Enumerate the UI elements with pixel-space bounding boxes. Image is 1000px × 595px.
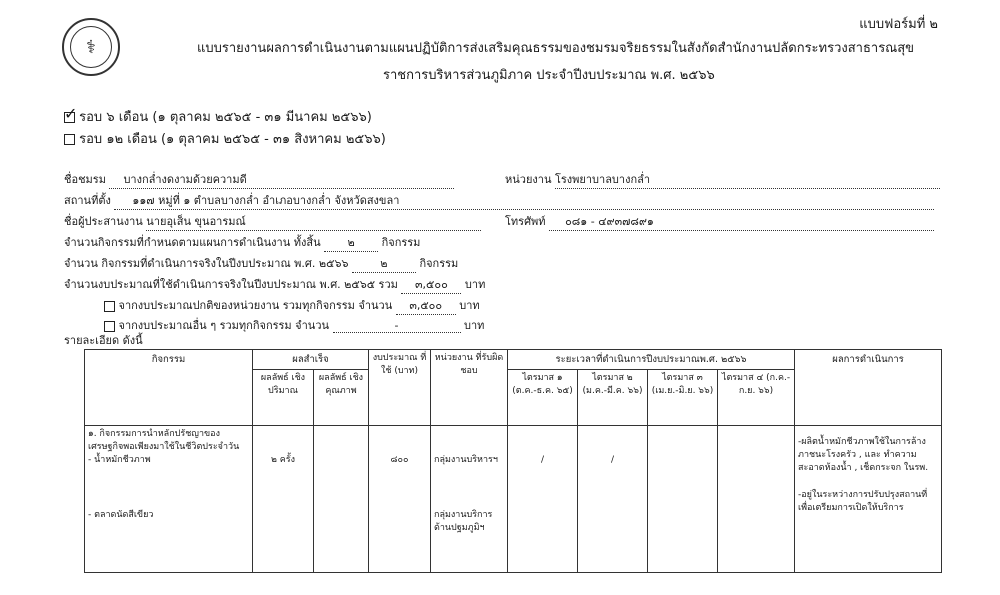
- budget-cell: [369, 426, 431, 573]
- done-label: จำนวน กิจกรรมที่ดำเนินการจริงในปีงบประมาณ พ.ศ. ๒๕๖๖: [64, 257, 349, 270]
- activity-sub-1: - น้ำหมักชีวภาพ: [88, 455, 151, 465]
- unit-label: หน่วยงาน: [505, 173, 552, 186]
- quant-cell: [253, 426, 314, 573]
- location-label: สถานที่ตั้ง: [64, 194, 111, 207]
- header-qual: ผลลัพธ์ เชิง คุณภาพ: [314, 370, 369, 426]
- budget-src2-value: -: [394, 319, 399, 332]
- header-period: ระยะเวลาที่ดำเนินการปีงบประมาณพ.ศ. ๒๕๖๖: [508, 350, 795, 370]
- header-activity: กิจกรรม: [85, 350, 253, 426]
- header-outcome: ผลการดำเนินการ: [795, 350, 942, 426]
- budget-total: [64, 275, 485, 294]
- title-line-2: ราชการบริหารส่วนภูมิภาค ประจำปีงบประมาณ พ.ศ. ๒๕๖๖: [383, 68, 715, 83]
- unit-value: โรงพยาบาลบางกล่ำ: [554, 173, 651, 186]
- budget-src2-unit: บาท: [464, 319, 485, 332]
- planned-value: ๒: [347, 236, 355, 249]
- location-value: ๑๑๗ หมู่ที่ ๑ ตำบลบางกล่ำ อำเภอบางกล่ำ จังหวัดสงขลา: [132, 194, 400, 207]
- activity-main: ๑. กิจกรรมการนำหลักปรัชญาของเศรษฐกิจพอเพียงมาใช้ในชีวิตประจำวัน: [88, 429, 240, 452]
- ministry-seal: [62, 18, 120, 76]
- checkbox-unchecked[interactable]: [104, 321, 115, 332]
- location-field: [64, 191, 934, 210]
- header-q1: ไตรมาส ๑ (ต.ค.-ธ.ค. ๖๕): [508, 370, 578, 426]
- header-budget: งบประมาณ ที่ใช้ (บาท): [369, 350, 431, 426]
- budget-src1-unit: บาท: [459, 299, 480, 312]
- header-unit: หน่วยงาน ที่รับผิดชอบ: [431, 350, 508, 426]
- table-row: [85, 426, 942, 573]
- done-unit: กิจกรรม: [419, 257, 459, 270]
- q2-mark: /: [610, 455, 615, 465]
- details-label: รายละเอียด ดังนี้: [64, 334, 143, 347]
- form-number: แบบฟอร์มที่ ๒: [859, 17, 938, 32]
- coordinator-field: [64, 212, 481, 231]
- unit-cell: [431, 426, 508, 573]
- round-6-month[interactable]: [64, 106, 372, 127]
- q1-cell: [508, 426, 578, 573]
- checkbox-unchecked[interactable]: [64, 134, 75, 145]
- coordinator-value: นายอุเส็น ขุนอารมณ์: [146, 215, 246, 228]
- club-label: ชื่อชมรม: [64, 173, 106, 186]
- checkbox-unchecked[interactable]: [104, 301, 115, 312]
- budget-value: ๓,๕๐๐: [415, 278, 448, 291]
- outcome-2: -อยู่ในระหว่างการปรับปรุงสถานที่เพื่อเตรียมการเปิดให้บริการ: [798, 490, 928, 513]
- done-value: ๒: [380, 257, 388, 270]
- header-results: ผลสำเร็จ: [253, 350, 369, 370]
- planned-unit: กิจกรรม: [381, 236, 421, 249]
- budget-src1-value: ๓,๕๐๐: [409, 299, 443, 312]
- club-field: [64, 170, 454, 189]
- quant-value: ๒ ครั้ง: [270, 455, 296, 465]
- title-line-1: แบบรายงานผลการดำเนินงานตามแผนปฏิบัติการส่งเสริมคุณธรรมของชมรมจริยธรรมในสังกัดสำนักงานปลัดกระทรวงสาธารณสุข: [197, 41, 915, 56]
- header-q2: ไตรมาส ๒ (ม.ค.-มี.ค. ๖๖): [578, 370, 648, 426]
- q1-mark: /: [540, 455, 545, 465]
- phone-field: [505, 212, 934, 231]
- budget-used: ๘๐๐: [390, 455, 409, 465]
- budget-source-1: [104, 296, 480, 315]
- round-12-month[interactable]: [64, 128, 386, 149]
- q3-cell: [648, 426, 718, 573]
- header-q3: ไตรมาส ๓ (เม.ย.-มิ.ย. ๖๖): [648, 370, 718, 426]
- club-value: บางกล่ำงดงามด้วยความดี: [123, 173, 247, 186]
- budget-label: จำนวนงบประมาณที่ใช้ดำเนินการจริงในปีงบประมาณ พ.ศ. ๒๕๖๕ รวม: [64, 278, 398, 291]
- round-12-label: รอบ ๑๒ เดือน (๑ ตุลาคม ๒๕๖๕ - ๓๑ สิงหาคม ๒๕๖๖): [79, 132, 386, 147]
- header-q4: ไตรมาส ๔ (ก.ค.-ก.ย. ๖๖): [718, 370, 795, 426]
- unit-responsible-1: กลุ่มงานบริหารฯ: [434, 455, 498, 465]
- done-activities: [64, 254, 458, 273]
- budget-src2-label: จากงบประมาณอื่น ๆ รวมทุกกิจกรรม จำนวน: [118, 319, 330, 332]
- round-6-label: รอบ ๖ เดือน (๑ ตุลาคม ๒๕๖๕ - ๓๑ มีนาคม ๒๕๖๖): [79, 110, 372, 125]
- budget-src1-label: จากงบประมาณปกติของหน่วยงาน รวมทุกกิจกรรม จำนวน: [118, 299, 393, 312]
- phone-label: โทรศัพท์: [505, 215, 546, 228]
- q2-cell: [578, 426, 648, 573]
- planned-label: จำนวนกิจกรรมที่กำหนดตามแผนการดำเนินงาน ทั้งสิ้น: [64, 236, 321, 249]
- phone-value: ๐๘๑ - ๔๙๓๗๘๙๑: [565, 215, 654, 228]
- activity-table: [84, 349, 942, 573]
- budget-unit: บาท: [464, 278, 486, 291]
- planned-activities: [64, 233, 420, 252]
- header-quant: ผลลัพธ์ เชิงปริมาณ: [253, 370, 314, 426]
- q4-cell: [718, 426, 795, 573]
- outcome-cell: [795, 426, 942, 573]
- checkbox-checked[interactable]: [64, 112, 75, 123]
- unit-field: [505, 170, 940, 189]
- coordinator-label: ชื่อผู้ประสานงาน: [64, 215, 143, 228]
- outcome-1: -ผลิตน้ำหมักชีวภาพใช้ในการล้างภาชนะโรงครัว , และ ทำความสะอาดห้องน้ำ , เช็ดกระจก ในรพ.: [798, 437, 929, 473]
- activity-cell: [85, 426, 253, 573]
- budget-source-2: [104, 316, 484, 334]
- unit-responsible-2: กลุ่มงานบริการด้านปฐมภูมิฯ: [434, 510, 493, 533]
- qual-cell: [314, 426, 369, 573]
- activity-sub-2: - ตลาดนัดสีเขียว: [88, 510, 154, 520]
- caduceus-icon: ⚕: [70, 26, 112, 68]
